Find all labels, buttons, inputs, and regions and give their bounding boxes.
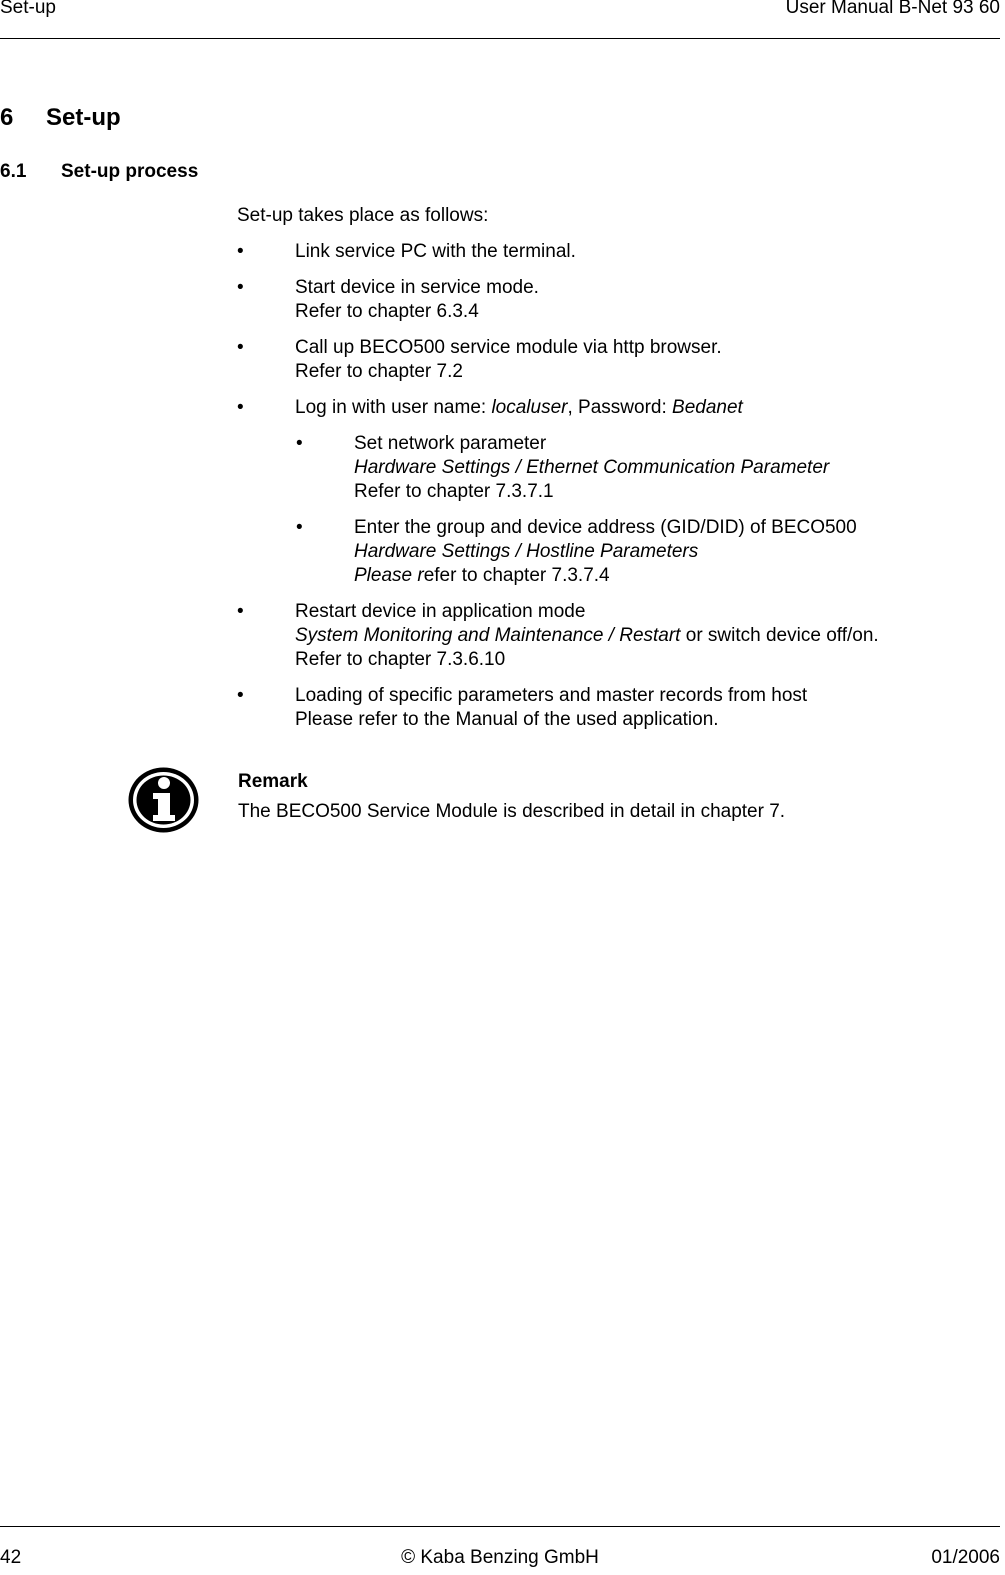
login-middle: , Password: <box>567 397 673 418</box>
setup-steps <box>237 204 997 744</box>
remark-title: Remark <box>238 771 308 792</box>
list-item <box>237 336 997 384</box>
subsection-heading <box>0 161 198 183</box>
sub-list <box>296 432 997 588</box>
page-footer <box>0 1526 1000 1572</box>
step-text: Loading of specific parameters and master records from host <box>295 685 808 706</box>
bullet: • <box>237 241 244 262</box>
page-header <box>0 0 1000 39</box>
list-item <box>296 516 997 588</box>
bullet: • <box>296 433 303 454</box>
remark-text: The BECO500 Service Module is described in detail in chapter 7. <box>238 801 786 822</box>
chapter-reference: Please refer to chapter 7.3.7.4 <box>354 565 610 586</box>
section-title: Set-up <box>46 104 121 131</box>
login-password: Bedanet <box>672 397 743 418</box>
chapter-reference: Refer to chapter 6.3.4 <box>295 301 479 322</box>
step-text: Set network parameter <box>354 433 547 454</box>
list-item <box>237 684 997 732</box>
chapter-reference: Refer to chapter 7.2 <box>295 361 463 382</box>
step-text: Restart device in application mode <box>295 601 586 622</box>
step-text <box>295 396 997 420</box>
subsection-number: 6.1 <box>0 161 27 182</box>
section-number: 6 <box>0 104 14 131</box>
step-text: Enter the group and device address (GID/DID) of BECO500 <box>354 517 857 538</box>
subsection-title: Set-up process <box>61 161 199 182</box>
login-prefix: Log in with user name: <box>295 397 492 418</box>
step-note: Please refer to the Manual of the used application. <box>295 709 719 730</box>
intro-text: Set-up takes place as follows: <box>237 205 489 226</box>
section-heading <box>0 104 121 132</box>
header-chapter: Set-up <box>0 0 56 18</box>
step-text: Link service PC with the terminal. <box>295 241 576 262</box>
menu-path: Hardware Settings / Ethernet Communication Parameter <box>354 457 830 478</box>
menu-path: Hardware Settings / Hostline Parameters <box>354 541 699 562</box>
bullet: • <box>237 277 244 298</box>
chapter-reference: Refer to chapter 7.3.6.10 <box>295 649 506 670</box>
copyright: © Kaba Benzing GmbH <box>401 1547 599 1568</box>
bullet: • <box>237 601 244 622</box>
step-text: Start device in service mode. <box>295 277 539 298</box>
bullet: • <box>237 397 244 418</box>
step-text: Call up BECO500 service module via http browser. <box>295 337 722 358</box>
page-number: 42 <box>0 1547 22 1568</box>
bullet: • <box>237 337 244 358</box>
list-item <box>237 396 997 420</box>
login-username: localuser <box>491 397 568 418</box>
list-item <box>237 600 997 672</box>
bullet: • <box>237 685 244 706</box>
menu-path: System Monitoring and Maintenance / Restart or switch device off/on. <box>295 625 879 646</box>
list-item <box>237 240 997 264</box>
info-icon <box>127 766 200 834</box>
remark-box <box>238 770 978 824</box>
header-manual-title: User Manual B-Net 93 60 <box>785 0 1000 18</box>
bullet: • <box>296 517 303 538</box>
list-item <box>296 432 997 504</box>
list-item <box>237 276 997 324</box>
document-date: 01/2006 <box>931 1547 1000 1568</box>
chapter-reference: Refer to chapter 7.3.7.1 <box>354 481 554 502</box>
